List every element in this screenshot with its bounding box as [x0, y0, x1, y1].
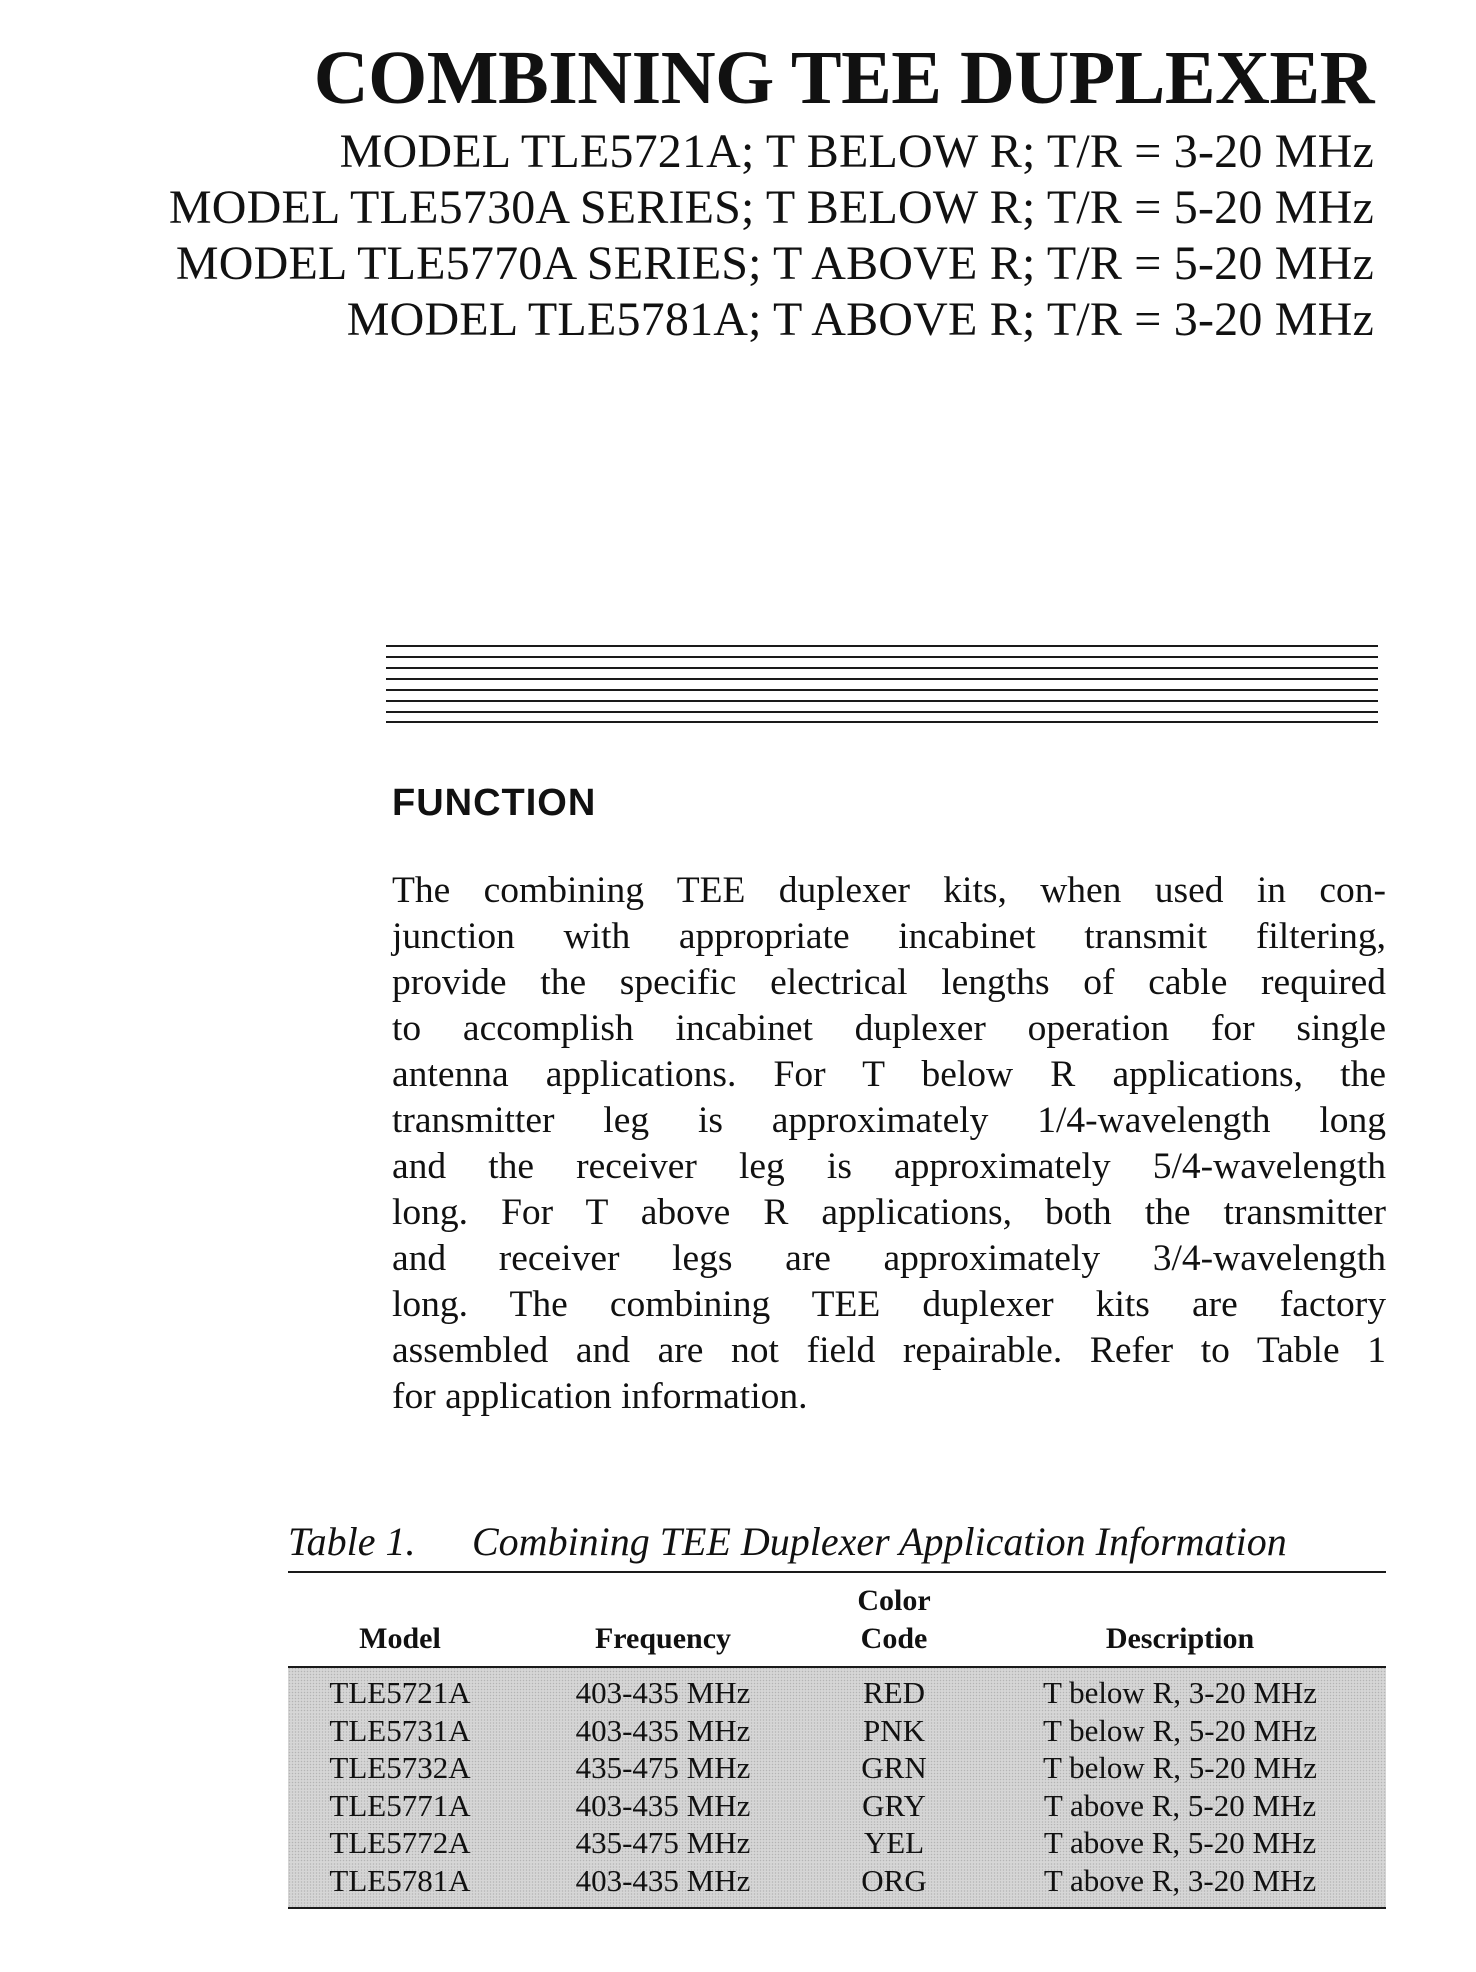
table-row [288, 1862, 1386, 1909]
cell-model: TLE5771A [329, 1787, 471, 1823]
cell-frequency: 403-435 MHz [575, 1712, 751, 1748]
model-subtitles [169, 124, 1374, 348]
paragraph-line: provide the specific electrical lengths of cable required [392, 962, 1386, 1003]
paragraph-line: transmitter leg is approximately 1/4-wavelength long [392, 1100, 1386, 1141]
cell-color-code: PNK [862, 1712, 925, 1748]
paragraph-line: long. For T above R applications, both the transmitter [392, 1192, 1386, 1233]
column-header-description: Description [974, 1578, 1386, 1667]
color-header-line1: Color [857, 1584, 931, 1617]
table-row [288, 1712, 1386, 1750]
paragraph-line: The combining TEE duplexer kits, when used in con- [392, 870, 1386, 911]
model-subtitle: MODEL TLE5730A SERIES; T BELOW R; T/R = 5-20 MHz [168, 181, 1374, 234]
table-header-row [288, 1578, 1386, 1667]
cell-frequency: 435-475 MHz [575, 1750, 751, 1785]
function-paragraph [392, 868, 1386, 1420]
page-title: COMBINING TEE DUPLEXER [313, 36, 1374, 120]
model-subtitle: MODEL TLE5770A SERIES; T ABOVE R; T/R = 5-20 MHz [175, 237, 1374, 290]
cell-color-code: GRY [862, 1787, 926, 1823]
paragraph-line: long. The combining TEE duplexer kits are factory [392, 1284, 1386, 1325]
column-header-color-code [814, 1578, 974, 1667]
table-row [288, 1824, 1386, 1862]
paragraph-line: junction with appropriate incabinet transmit filtering, [392, 916, 1386, 957]
table-row [288, 1749, 1386, 1787]
paragraph-line: and receiver legs are approximately 3/4-wavelength [392, 1238, 1386, 1279]
caption-rule [288, 1571, 1386, 1573]
cell-model: TLE5781A [288, 1862, 512, 1909]
table-caption-label: Table 1. [288, 1519, 416, 1564]
cell-model: TLE5732A [329, 1750, 471, 1785]
table-row [288, 1667, 1386, 1712]
cell-description: T below R, 5-20 MHz [1042, 1750, 1318, 1785]
cell-description: T below R, 5-20 MHz [1042, 1712, 1318, 1748]
model-subtitle: MODEL TLE5781A; T ABOVE R; T/R = 3-20 MHz [346, 293, 1374, 346]
cell-frequency: 403-435 MHz [575, 1787, 751, 1823]
paragraph-line: for application information. [392, 1376, 808, 1417]
paragraph-line: and the receiver leg is approximately 5/4-wavelength [392, 1146, 1386, 1187]
cell-description: T above R, 5-20 MHz [1043, 1825, 1317, 1860]
cell-color-code: RED [863, 1675, 925, 1710]
paragraph-line: antenna applications. For T below R applications, the [392, 1054, 1386, 1095]
application-table [288, 1578, 1386, 1909]
cell-description: T below R, 3-20 MHz [1042, 1675, 1318, 1710]
model-subtitle: MODEL TLE5721A; T BELOW R; T/R = 3-20 MHz [339, 125, 1374, 178]
cell-color-code: YEL [863, 1825, 925, 1860]
cell-color-code: GRN [861, 1750, 927, 1785]
column-header-frequency: Frequency [512, 1578, 814, 1667]
cell-model: TLE5721A [329, 1675, 471, 1710]
cell-description: T above R, 3-20 MHz [974, 1862, 1386, 1909]
paragraph-line: assembled and are not field repairable. Refer to Table 1 [392, 1330, 1386, 1371]
cell-description: T above R, 5-20 MHz [1043, 1787, 1317, 1823]
column-header-model: Model [288, 1578, 512, 1667]
section-heading-function: FUNCTION [392, 782, 597, 824]
table-caption [288, 1518, 1386, 1566]
cell-frequency: 403-435 MHz [512, 1862, 814, 1909]
cell-model: TLE5772A [329, 1825, 471, 1860]
decorative-rule-block [386, 645, 1378, 723]
color-header-line2: Code [860, 1622, 928, 1655]
cell-frequency: 403-435 MHz [575, 1675, 751, 1710]
table-row [288, 1787, 1386, 1825]
cell-model: TLE5731A [329, 1712, 471, 1748]
cell-frequency: 435-475 MHz [575, 1825, 751, 1860]
cell-color-code: ORG [814, 1862, 974, 1909]
paragraph-line: to accomplish incabinet duplexer operation for single [392, 1008, 1386, 1049]
table-caption-title: Combining TEE Duplexer Application Information [472, 1519, 1287, 1564]
